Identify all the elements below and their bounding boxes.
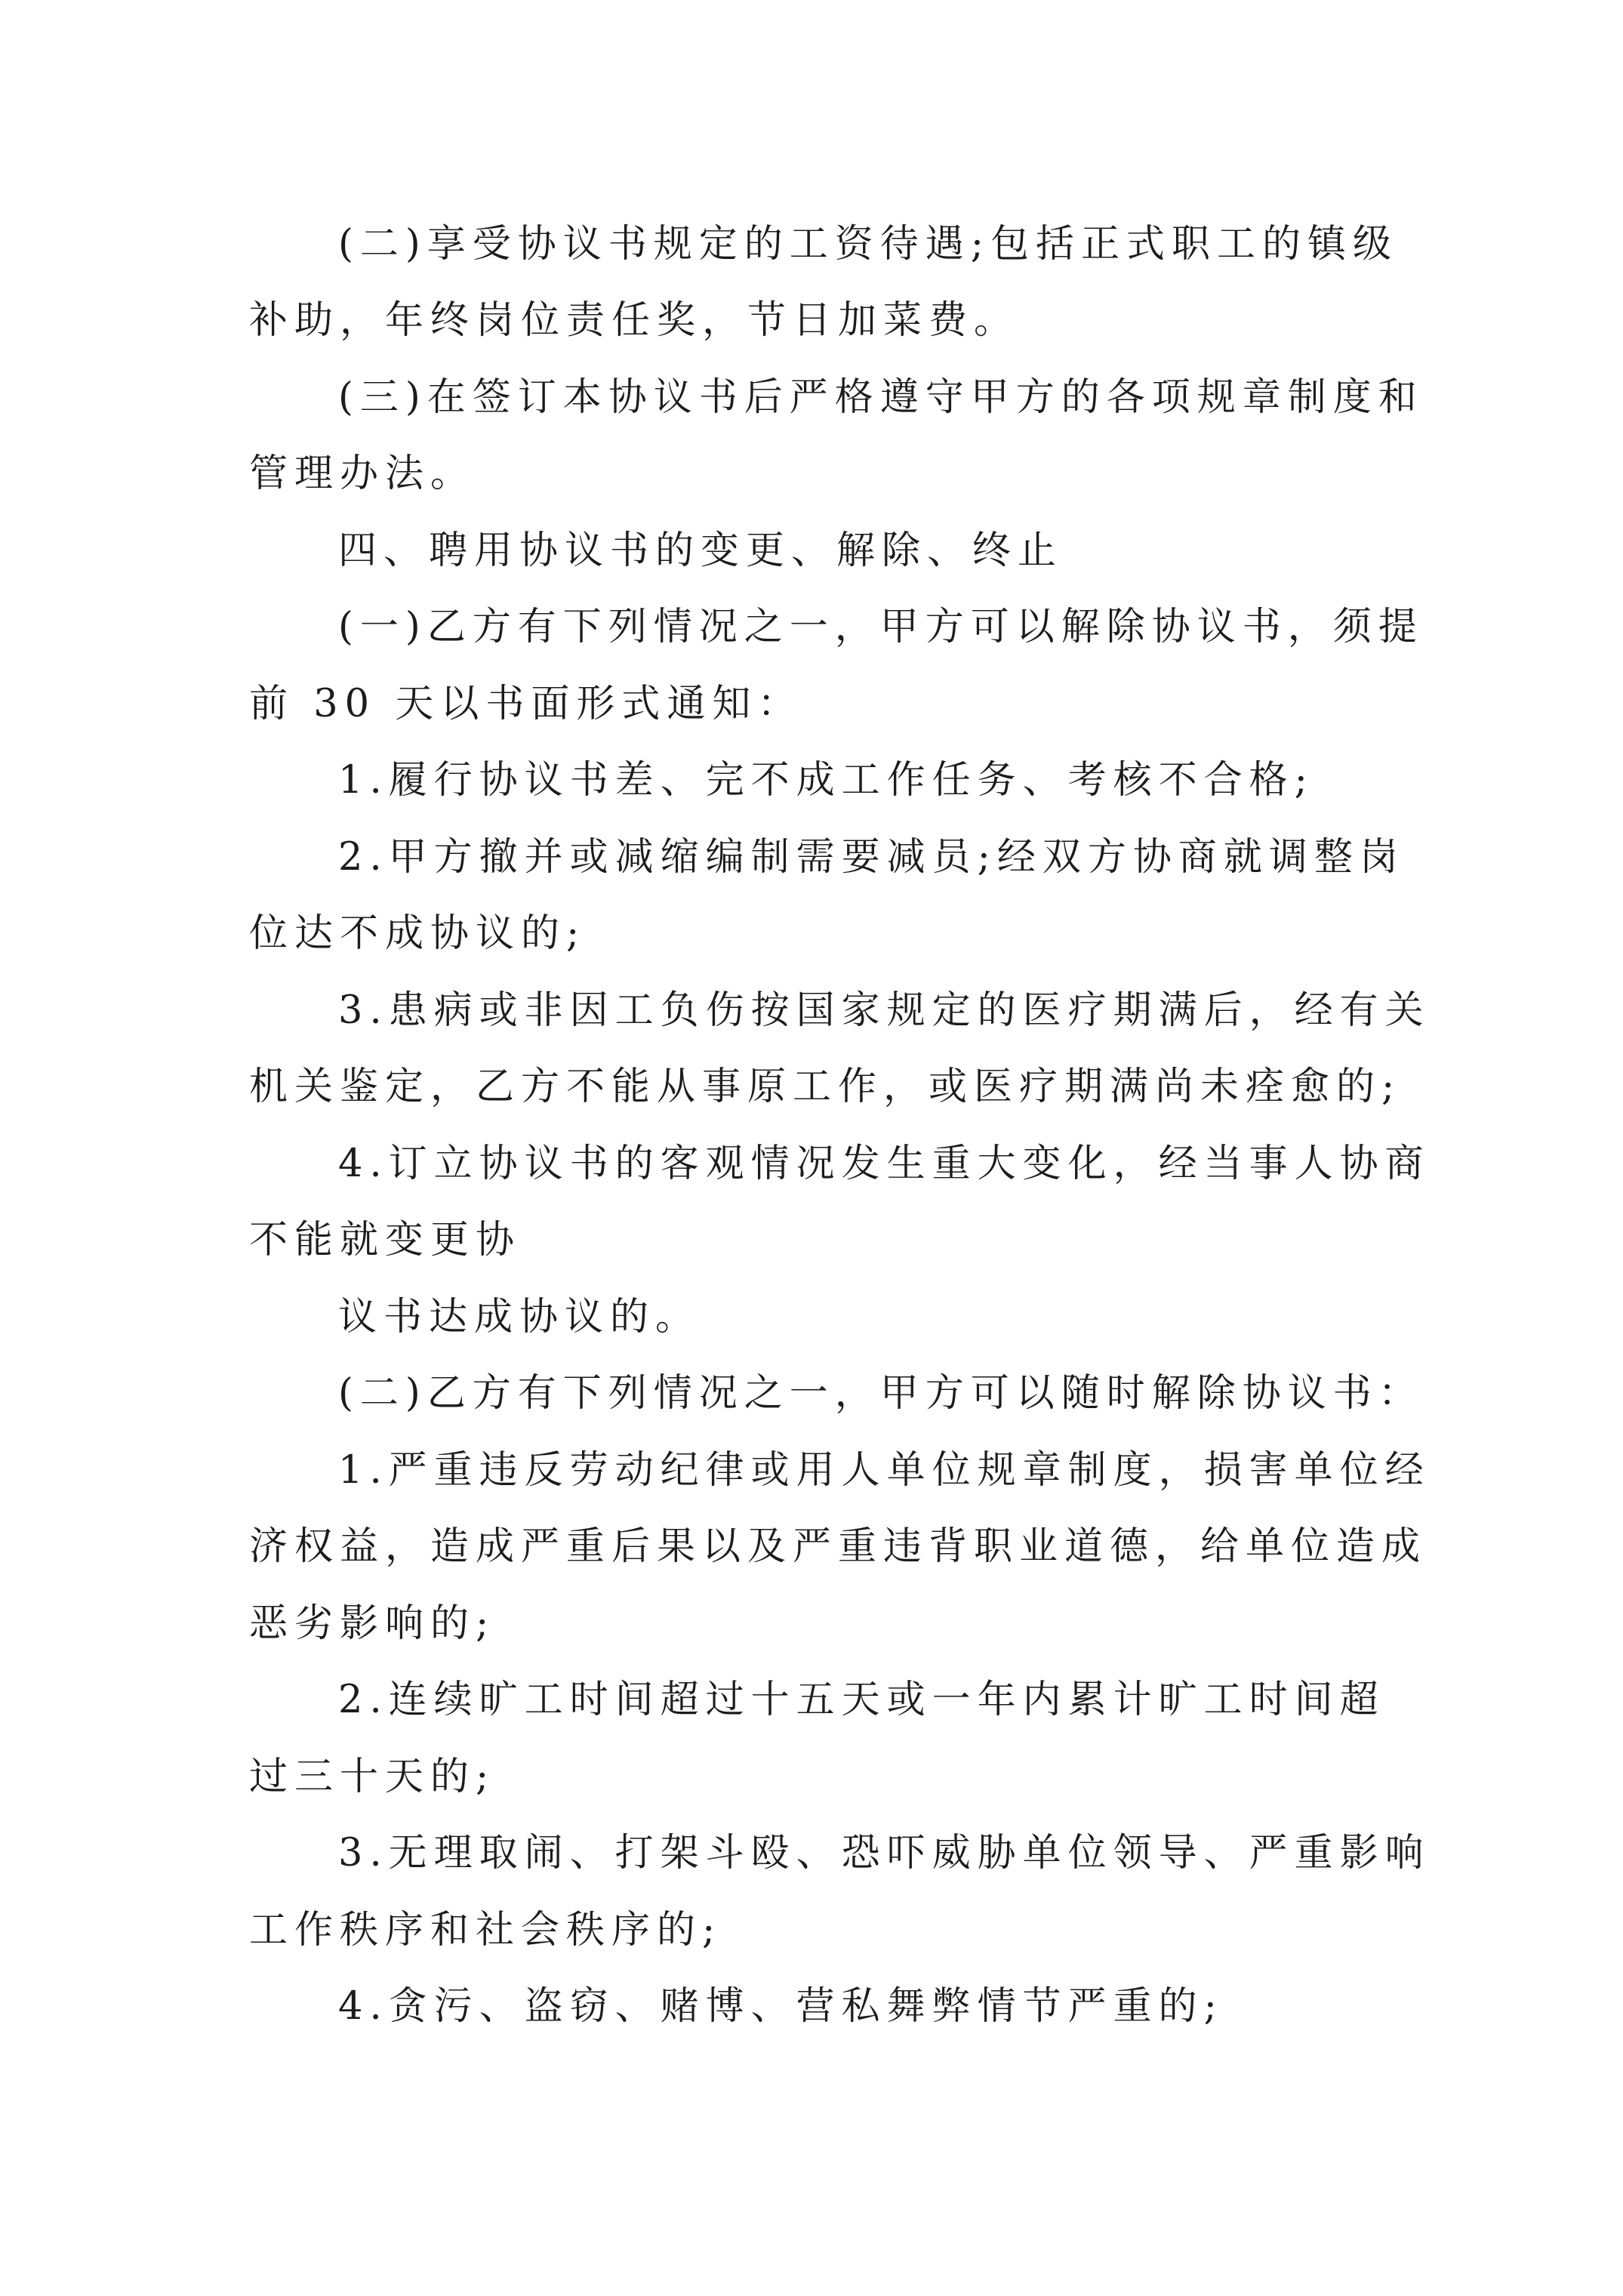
text-line: 过三十天的; bbox=[249, 1755, 496, 1799]
text-line: (一)乙方有下列情况之一，甲方可以解除协议书，须提 bbox=[338, 605, 1424, 649]
text-line: 2.连续旷工时间超过十五天或一年内累计旷工时间超 bbox=[338, 1678, 1385, 1722]
text-line: (二)享受协议书规定的工资待遇;包括正式职工的镇级 bbox=[338, 222, 1398, 267]
text-line: 不能就变更协 bbox=[249, 1218, 522, 1262]
text-line: 4.订立协议书的客观情况发生重大变化，经当事人协商 bbox=[338, 1142, 1431, 1186]
text-line: 恶劣影响的; bbox=[249, 1601, 496, 1646]
text-line: 1.履行协议书差、完不成工作任务、考核不合格; bbox=[338, 758, 1314, 803]
text-line: 位达不成协议的; bbox=[249, 911, 587, 956]
section-heading: 四、聘用协议书的变更、解除、终止 bbox=[338, 529, 1064, 573]
text-line: 4.贪污、盗窃、赌博、营私舞弊情节严重的; bbox=[338, 1984, 1224, 2029]
text-line: (三)在签订本协议书后严格遵守甲方的各项规章制度和 bbox=[338, 375, 1424, 420]
text-line: 2.甲方撤并或减缩编制需要减员;经双方协商就调整岗 bbox=[338, 835, 1405, 880]
text-line: 前 30 天以书面形式通知： bbox=[249, 682, 803, 726]
text-line: 工作秩序和社会秩序的; bbox=[249, 1908, 722, 1952]
text-line: 机关鉴定，乙方不能从事原工作，或医疗期满尚未痊愈的; bbox=[249, 1065, 1402, 1109]
text-line: (二)乙方有下列情况之一，甲方可以随时解除协议书： bbox=[338, 1371, 1424, 1416]
text-line: 济权益，造成严重后果以及严重违背职业道德，给单位造成 bbox=[249, 1524, 1427, 1569]
text-line: 议书达成协议的。 bbox=[338, 1295, 701, 1339]
text-line: 3.无理取闹、打架斗殴、恐吓威胁单位领导、严重影响 bbox=[338, 1831, 1431, 1875]
text-line: 补助，年终岗位责任奖，节日加菜费。 bbox=[249, 298, 1020, 343]
text-line: 3.患病或非因工负伤按国家规定的医疗期满后，经有关 bbox=[338, 988, 1431, 1033]
text-line: 1.严重违反劳动纪律或用人单位规章制度，损害单位经 bbox=[338, 1448, 1431, 1493]
text-line: 管理办法。 bbox=[249, 451, 476, 496]
